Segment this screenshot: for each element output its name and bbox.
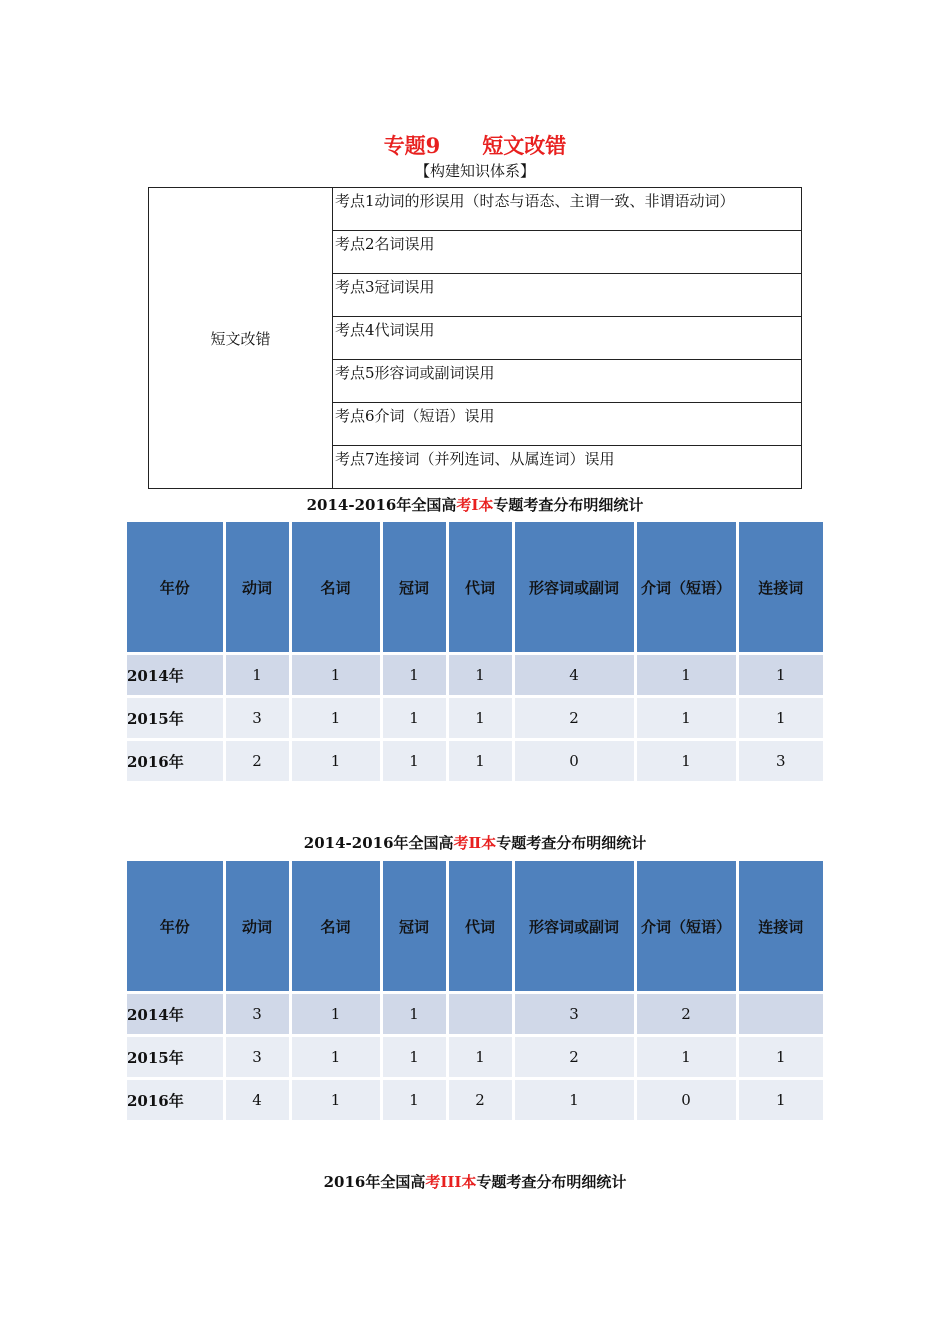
knowledge-system-table — [148, 187, 802, 489]
year-cell: 2014年 — [127, 993, 224, 1036]
table-cell: 1 — [447, 697, 513, 740]
year-cell: 2015年 — [127, 697, 224, 740]
table-cell: 1 — [513, 1079, 635, 1121]
knowledge-point-5: 考点5形容词或副词误用 — [333, 360, 802, 403]
header-conjunction: 连接词 — [737, 522, 823, 654]
table-cell: 1 — [737, 654, 823, 697]
table-cell: 1 — [737, 1079, 823, 1121]
caption-suffix: 专题考查分布明细统计 — [496, 834, 647, 852]
caption-prefix: 2016年全国高 — [323, 1173, 426, 1191]
table-cell: 1 — [447, 740, 513, 782]
year-cell: 2016年 — [127, 1079, 224, 1121]
table-cell: 1 — [290, 1079, 381, 1121]
table-cell: 0 — [513, 740, 635, 782]
table-cell: 1 — [290, 1036, 381, 1079]
page-title: 专题9 短文改错 — [383, 133, 567, 158]
knowledge-point-3: 考点3冠词误用 — [333, 274, 802, 317]
caption-suffix: 专题考查分布明细统计 — [476, 1173, 627, 1191]
knowledge-topic-cell: 短文改错 — [149, 188, 333, 489]
table-row — [127, 1079, 823, 1121]
table-cell: 3 — [224, 697, 290, 740]
caption-highlight: 考Ⅰ本 — [456, 496, 494, 514]
table-cell: 1 — [447, 1036, 513, 1079]
section-subtitle: 【构建知识体系】 — [414, 162, 535, 180]
header-adj-adv: 形容词或副词 — [513, 522, 635, 654]
header-year: 年份 — [127, 861, 224, 993]
knowledge-point-1: 考点1动词的形误用（时态与语态、主谓一致、非谓语动词） — [333, 188, 802, 231]
table-cell: 4 — [513, 654, 635, 697]
table-cell: 3 — [737, 740, 823, 782]
year-cell: 2016年 — [127, 740, 224, 782]
stat-table-1-caption — [0, 494, 950, 515]
caption-highlight: 考Ⅱ本 — [453, 834, 497, 852]
stat-table-1 — [127, 522, 823, 781]
stat-table-2 — [127, 861, 823, 1120]
table-cell: 1 — [381, 993, 447, 1036]
knowledge-point-4: 考点4代词误用 — [333, 317, 802, 360]
table-cell: 1 — [635, 1036, 737, 1079]
table-cell: 3 — [224, 993, 290, 1036]
table-cell: 1 — [290, 654, 381, 697]
table-cell — [737, 993, 823, 1036]
stat-table-2-caption — [0, 832, 950, 853]
table-cell: 3 — [513, 993, 635, 1036]
caption-prefix: 2014-2016年全国高 — [303, 834, 454, 852]
year-cell: 2014年 — [127, 654, 224, 697]
table-cell: 1 — [290, 740, 381, 782]
table-cell: 2 — [447, 1079, 513, 1121]
table-cell: 4 — [224, 1079, 290, 1121]
table-cell: 1 — [381, 740, 447, 782]
table-row — [127, 993, 823, 1036]
table-cell: 2 — [513, 697, 635, 740]
table-cell: 2 — [635, 993, 737, 1036]
table-row — [127, 697, 823, 740]
knowledge-point-6: 考点6介词（短语）误用 — [333, 403, 802, 446]
header-preposition: 介词（短语） — [635, 522, 737, 654]
table-cell: 1 — [447, 654, 513, 697]
header-pronoun: 代词 — [447, 861, 513, 993]
table-row — [127, 1036, 823, 1079]
table-cell: 1 — [635, 740, 737, 782]
table-cell: 1 — [290, 993, 381, 1036]
table-cell: 1 — [381, 1079, 447, 1121]
header-article: 冠词 — [381, 861, 447, 993]
table-header-row — [127, 522, 823, 654]
table-cell: 2 — [513, 1036, 635, 1079]
caption-prefix: 2014-2016年全国高 — [306, 496, 457, 514]
table-cell: 1 — [737, 697, 823, 740]
header-noun: 名词 — [290, 861, 381, 993]
table-row — [127, 654, 823, 697]
header-verb: 动词 — [224, 861, 290, 993]
knowledge-point-7: 考点7连接词（并列连词、从属连词）误用 — [333, 446, 802, 489]
header-verb: 动词 — [224, 522, 290, 654]
header-adj-adv: 形容词或副词 — [513, 861, 635, 993]
year-cell: 2015年 — [127, 1036, 224, 1079]
table-cell: 1 — [381, 654, 447, 697]
table-header-row — [127, 861, 823, 993]
table-row — [127, 740, 823, 782]
table-cell: 1 — [381, 1036, 447, 1079]
table-cell — [447, 993, 513, 1036]
table-cell: 1 — [381, 697, 447, 740]
header-preposition: 介词（短语） — [635, 861, 737, 993]
header-year: 年份 — [127, 522, 224, 654]
table-cell: 1 — [635, 697, 737, 740]
knowledge-point-2: 考点2名词误用 — [333, 231, 802, 274]
caption-suffix: 专题考查分布明细统计 — [493, 496, 644, 514]
header-conjunction: 连接词 — [737, 861, 823, 993]
table-cell: 2 — [224, 740, 290, 782]
caption-highlight: 考III本 — [425, 1173, 477, 1191]
table-cell: 1 — [635, 654, 737, 697]
table-cell: 1 — [290, 697, 381, 740]
stat-table-3-caption — [0, 1171, 950, 1192]
header-noun: 名词 — [290, 522, 381, 654]
table-cell: 1 — [224, 654, 290, 697]
table-cell: 0 — [635, 1079, 737, 1121]
table-cell: 1 — [737, 1036, 823, 1079]
table-cell: 3 — [224, 1036, 290, 1079]
header-article: 冠词 — [381, 522, 447, 654]
header-pronoun: 代词 — [447, 522, 513, 654]
